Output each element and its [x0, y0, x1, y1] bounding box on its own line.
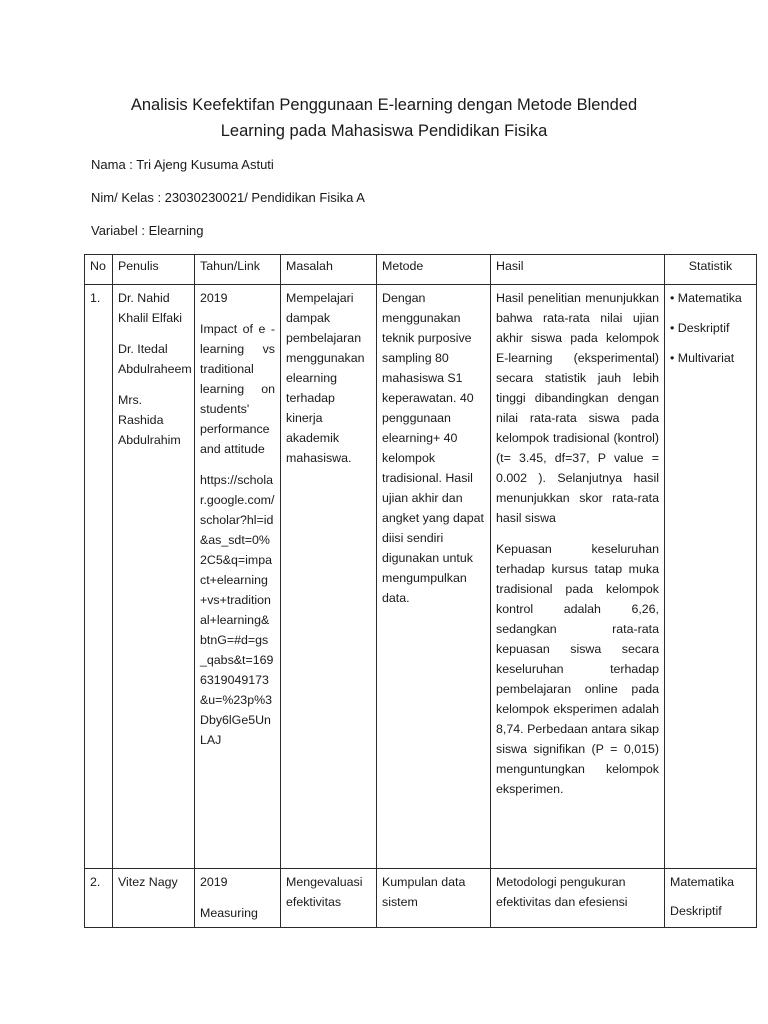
header-masalah: Masalah [281, 255, 377, 285]
statistik-item: Deskriptif [670, 904, 722, 918]
year: 2019 [200, 291, 228, 305]
header-metode: Metode [377, 255, 491, 285]
title-line-2: Learning pada Mahasiswa Pendidikan Fisika [220, 122, 548, 140]
cell-tahun-link [195, 869, 281, 928]
cell-penulis [113, 285, 195, 869]
research-variable: Variabel : Elearning [91, 223, 204, 238]
cell-no: 1. [85, 285, 113, 869]
cell-masalah: Mempelajari dampak pembelajaran menggunakan elearning terhadap kinerja akademik mahasiswa. [281, 285, 377, 869]
result-paragraph: Kepuasan keseluruhan terhadap kursus tatap muka tradisional pada kelompok kontrol adalah 6,26, sedangkan rata-rata kepuasan siswa secara keseluruhan terhadap pembelajaran online pada kelompok eksperimen adalah 8,74. Perbedaan antara sikap siswa signifikan (P = 0,015) menguntungkan kelompok eksperimen. [496, 542, 659, 796]
paper-title: Measuring [200, 906, 258, 920]
statistik-item: Matematika [670, 875, 735, 889]
paper-title: Impact of e -learning vs traditional learning on students' performance and attitude [200, 322, 275, 456]
result-paragraph: Hasil penelitian menunjukkan bahwa rata-rata nilai ujian akhir siswa pada kelompok E-learning (eksperimental) secara statistik jauh lebih tinggi dibandingkan dengan nilai rata-rata siswa pada kelompok tradisional (kontrol) (t= 3.45, df=37, P value = 0.002 ). Selanjutnya hasil menunjukkan skor rata-rata hasil siswa [496, 291, 659, 525]
cell-penulis: Vitez Nagy [113, 869, 195, 928]
statistik-item: • Deskriptif [670, 321, 730, 335]
author-name: Dr. Itedal Abdulraheem [118, 342, 192, 376]
header-statistik: Statistik [665, 255, 757, 285]
statistik-item: • Multivariat [670, 351, 735, 365]
literature-table [84, 254, 757, 928]
author-name: Dr. Nahid Khalil Elfaki [118, 291, 183, 325]
page-title [60, 92, 708, 144]
table-row [85, 869, 757, 928]
cell-hasil: Metodologi pengukuran efektivitas dan efesiensi [491, 869, 665, 928]
header-hasil: Hasil [491, 255, 665, 285]
statistik-list [670, 288, 751, 368]
statistik-item: • Matematika [670, 291, 742, 305]
table-header-row [85, 255, 757, 285]
cell-statistik [665, 869, 757, 928]
year: 2019 [200, 875, 228, 889]
cell-metode: Kumpulan data sistem [377, 869, 491, 928]
student-name: Nama : Tri Ajeng Kusuma Astuti [91, 157, 274, 172]
student-nim-class: Nim/ Kelas : 23030230021/ Pendidikan Fisika A [91, 190, 365, 205]
header-penulis: Penulis [113, 255, 195, 285]
cell-masalah: Mengevaluasi efektivitas [281, 869, 377, 928]
cell-metode: Dengan menggunakan teknik purposive sampling 80 mahasiswa S1 keperawatan. 40 penggunaan elearning+ 40 kelompok tradisional. Hasil ujian akhir dan angket yang dapat diisi sendiri digunakan untuk mengumpulkan data. [377, 285, 491, 869]
cell-no: 2. [85, 869, 113, 928]
table-row [85, 285, 757, 869]
cell-tahun-link [195, 285, 281, 869]
cell-hasil [491, 285, 665, 869]
paper-link[interactable]: https://scholar.google.com/scholar?hl=id&as_sdt=0%2C5&q=impact+elearning+vs+traditional+learning&btnG=#d=gs_qabs&t=1696319049173&u=%23p%3Dby6lGe5UnLAJ [200, 473, 275, 747]
header-no: No [85, 255, 113, 285]
cell-statistik [665, 285, 757, 869]
title-line-1: Analisis Keefektifan Penggunaan E-learning dengan Metode Blended [130, 96, 638, 114]
header-tahun-link: Tahun/Link [195, 255, 281, 285]
author-name: Mrs. Rashida Abdulrahim [118, 393, 181, 447]
